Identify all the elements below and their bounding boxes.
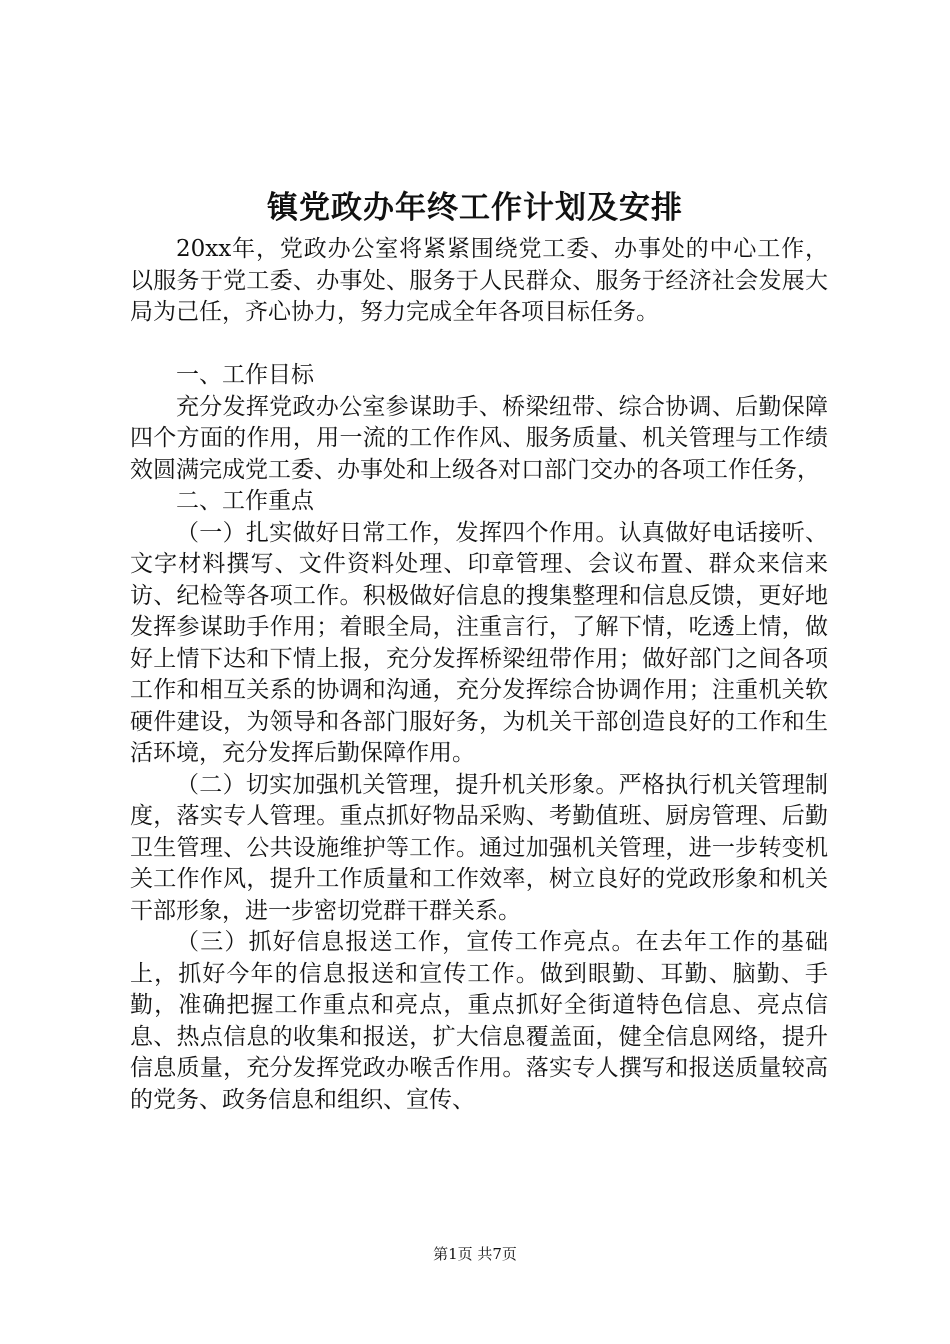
focus-item-2-paragraph: （二）切实加强机关管理，提升机关形象。严格执行机关管理制度，落实专人管理。重点抓好物品采购、考勤值班、厨房管理、后勤卫生管理、公共设施维护等工作。通过加强机关管理，进一步转变机关工作作风，提升工作质量和工作效率，树立良好的党政形象和机关干部形象，进一步密切党群干群关系。 bbox=[130, 771, 828, 924]
intro-paragraph: 20xx年，党政办公室将紧紧围绕党工委、办事处的中心工作，以服务于党工委、办事处、服务于人民群众、服务于经济社会发展大局为己任，齐心协力，努力完成全年各项目标任务。 bbox=[130, 236, 828, 325]
section-heading-goals: 一、工作目标 bbox=[176, 362, 314, 388]
goals-paragraph: 充分发挥党政办公室参谋助手、桥梁纽带、综合协调、后勤保障四个方面的作用，用一流的工作作风、服务质量、机关管理与工作绩效圆满完成党工委、办事处和上级各对口部门交办的各项工作任务， bbox=[130, 393, 828, 483]
document-body bbox=[130, 234, 828, 1116]
focus-item-1-paragraph: （一）扎实做好日常工作，发挥四个作用。认真做好电话接听、文字材料撰写、文件资料处理、印章管理、会议布置、群众来信来访、纪检等各项工作。积极做好信息的搜集整理和信息反馈，更好地发挥参谋助手作用；着眼全局，注重言行，了解下情，吃透上情，做好上情下达和下情上报，充分发挥桥梁纽带作用；做好部门之间各项工作和相互关系的协调和沟通，充分发挥综合协调作用；注重机关软硬件建设，为领导和各部门服好务，为机关干部创造良好的工作和生活环境，充分发挥后勤保障作用。 bbox=[130, 519, 828, 766]
document-title: 镇党政办年终工作计划及安排 bbox=[267, 190, 683, 226]
focus-item-3-paragraph: （三）抓好信息报送工作，宣传工作亮点。在去年工作的基础上，抓好今年的信息报送和宣传工作。做到眼勤、耳勤、脑勤、手勤，准确把握工作重点和亮点，重点抓好全街道特色信息、亮点信息、热点信息的收集和报送，扩大信息覆盖面，健全信息网络，提升信息质量，充分发挥党政办喉舌作用。落实专人撰写和报送质量较高的党务、政务信息和组织、宣传、 bbox=[130, 929, 828, 1113]
page-footer: 第1页 共7页 bbox=[433, 1245, 517, 1263]
section-heading-focus: 二、工作重点 bbox=[176, 488, 314, 514]
